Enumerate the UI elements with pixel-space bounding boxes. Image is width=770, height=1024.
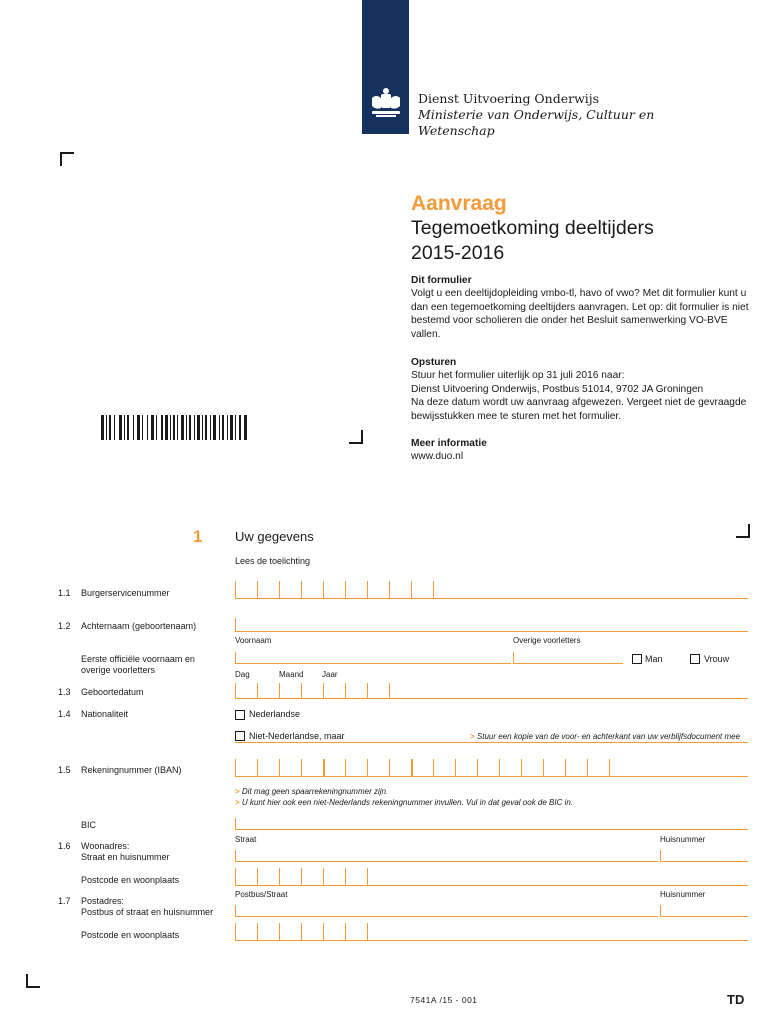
label-nationality: Nationaliteit xyxy=(81,709,129,719)
field-number-1-4: 1.4 xyxy=(58,709,71,719)
other-initials-input[interactable] xyxy=(513,652,623,664)
arrow-icon: > xyxy=(470,732,475,741)
col-month: Maand xyxy=(279,670,304,679)
gender-male-label: Man xyxy=(645,654,663,664)
ministry-line-2: Wetenschap xyxy=(418,123,495,138)
org-name: Dienst Uitvoering Onderwijs xyxy=(418,91,600,106)
nationality-dutch-label: Nederlandse xyxy=(249,709,301,719)
nationality-other-checkbox[interactable] xyxy=(235,731,245,741)
label-postal-city: Postcode en woonplaats xyxy=(81,875,180,885)
iban-note-2 xyxy=(235,798,573,807)
house-number-input[interactable] xyxy=(660,850,748,862)
field-number-1-5: 1.5 xyxy=(58,765,71,775)
iban-input[interactable] xyxy=(235,759,748,777)
col-year: Jaar xyxy=(322,670,338,679)
crop-mark xyxy=(349,430,363,444)
col-house-number-2: Huisnummer xyxy=(660,890,706,899)
label-home-address-2: Straat en huisnummer xyxy=(81,852,170,862)
info-send-block xyxy=(411,356,751,423)
col-pobox-street: Postbus/Straat xyxy=(235,890,288,899)
nationality-dutch-checkbox[interactable] xyxy=(235,710,245,720)
form-code: 7541A /15 - 001 xyxy=(410,995,478,1005)
gender-female-label: Vrouw xyxy=(704,654,730,664)
nationality-other-label: Niet-Nederlandse, maar xyxy=(249,731,345,741)
coat-of-arms-icon xyxy=(366,84,406,124)
label-postal-city-2: Postcode en woonplaats xyxy=(81,930,180,940)
barcode xyxy=(101,415,248,440)
label-first-names-1: Eerste officiële voornaam en xyxy=(81,654,195,664)
arrow-icon: > xyxy=(235,798,240,807)
nationality-note xyxy=(470,732,740,741)
label-first-names-2: overige voorletters xyxy=(81,665,156,675)
label-bsn: Burgerservicenummer xyxy=(81,588,170,598)
field-number-1-7: 1.7 xyxy=(58,896,71,906)
label-postal-address-1: Postadres: xyxy=(81,896,125,906)
field-number-1-6: 1.6 xyxy=(58,841,71,851)
crop-mark-top-left xyxy=(60,152,74,166)
section-title: Uw gegevens xyxy=(235,529,314,544)
house-number-input-2[interactable] xyxy=(660,905,748,917)
iban-note-2-text: U kunt hier ook een niet-Nederlands rekeningnummer invullen. Vul in dat geval ook de BIC in. xyxy=(241,798,574,807)
label-surname: Achternaam (geboortenaam) xyxy=(81,621,197,631)
government-logo-bar xyxy=(362,0,409,134)
label-home-address xyxy=(81,841,170,863)
info-send-heading: Opsturen xyxy=(411,357,457,368)
gender-female-checkbox[interactable] xyxy=(690,654,700,664)
iban-note-1-text: Dit mag geen spaarrekeningnummer zijn. xyxy=(241,787,389,796)
first-name-input[interactable] xyxy=(235,652,511,664)
field-number-1-2: 1.2 xyxy=(58,621,71,631)
crop-mark-bottom-left xyxy=(26,974,40,988)
info-form-text: Volgt u een deeltijdopleiding vmbo-tl, havo of vwo? Met dit formulier kunt u dan een tegemoetkoming deeltijders aanvragen. Let op: dit formulier is niet bestemd voor scholieren die onder het Besluit samenwerking VO-BVE vallen. xyxy=(411,288,749,340)
col-house-number: Huisnummer xyxy=(660,835,706,844)
pobox-street-input[interactable] xyxy=(235,905,658,917)
label-iban: Rekeningnummer (IBAN) xyxy=(81,765,182,775)
col-day: Dag xyxy=(235,670,250,679)
section-instruction: Lees de toelichting xyxy=(235,556,311,566)
form-title xyxy=(411,191,654,266)
info-form-block xyxy=(411,274,751,341)
nationality-note-text: Stuur een kopie van de voor- en achterkant van uw verblijfsdocument mee xyxy=(476,732,741,741)
ministry-line-1: Ministerie van Onderwijs, Cultuur en xyxy=(418,107,655,122)
street-input[interactable] xyxy=(235,850,658,862)
field-number-1-3: 1.3 xyxy=(58,687,71,697)
section-number: 1 xyxy=(193,527,203,546)
iban-note-1 xyxy=(235,787,388,796)
surname-input[interactable] xyxy=(235,618,748,632)
form-badge: TD xyxy=(727,992,745,1007)
divider xyxy=(235,742,748,743)
title-request: Aanvraag xyxy=(411,192,507,215)
info-send-text-1: Stuur het formulier uiterlijk op 31 juli 2016 naar: xyxy=(411,370,625,382)
info-more-url[interactable]: www.duo.nl xyxy=(411,451,464,463)
label-postal-address xyxy=(81,896,213,918)
col-first-name: Voornaam xyxy=(235,636,272,645)
label-first-names xyxy=(81,654,195,676)
label-birthdate: Geboortedatum xyxy=(81,687,144,697)
label-home-address-1: Woonadres: xyxy=(81,841,130,851)
title-year: 2015-2016 xyxy=(411,242,505,264)
bic-input[interactable] xyxy=(235,818,748,830)
arrow-icon: > xyxy=(235,787,240,796)
info-send-text-3: Na deze datum wordt uw aanvraag afgewezen. Vergeet niet de gevraagde bewijsstukken mee te sturen met het formulier. xyxy=(411,397,747,422)
col-other-initials: Overige voorletters xyxy=(513,636,581,645)
gender-male-checkbox[interactable] xyxy=(632,654,642,664)
field-number-1-1: 1.1 xyxy=(58,588,71,598)
organization-name xyxy=(418,91,654,139)
info-send-text-2: Dienst Uitvoering Onderwijs, Postbus 51014, 9702 JA Groningen xyxy=(411,383,704,395)
postal-city-input[interactable] xyxy=(235,868,748,886)
crop-mark xyxy=(736,524,750,538)
col-street: Straat xyxy=(235,835,257,844)
info-more-heading: Meer informatie xyxy=(411,438,487,449)
title-subject: Tegemoetkoming deeltijders xyxy=(411,217,654,239)
label-postal-address-2: Postbus of straat en huisnummer xyxy=(81,907,214,917)
birthdate-input[interactable] xyxy=(235,683,748,699)
postal-city-input-2[interactable] xyxy=(235,923,748,941)
bsn-input[interactable] xyxy=(235,581,748,599)
label-bic: BIC xyxy=(81,820,97,830)
info-form-heading: Dit formulier xyxy=(411,275,472,286)
info-more-block xyxy=(411,437,751,464)
